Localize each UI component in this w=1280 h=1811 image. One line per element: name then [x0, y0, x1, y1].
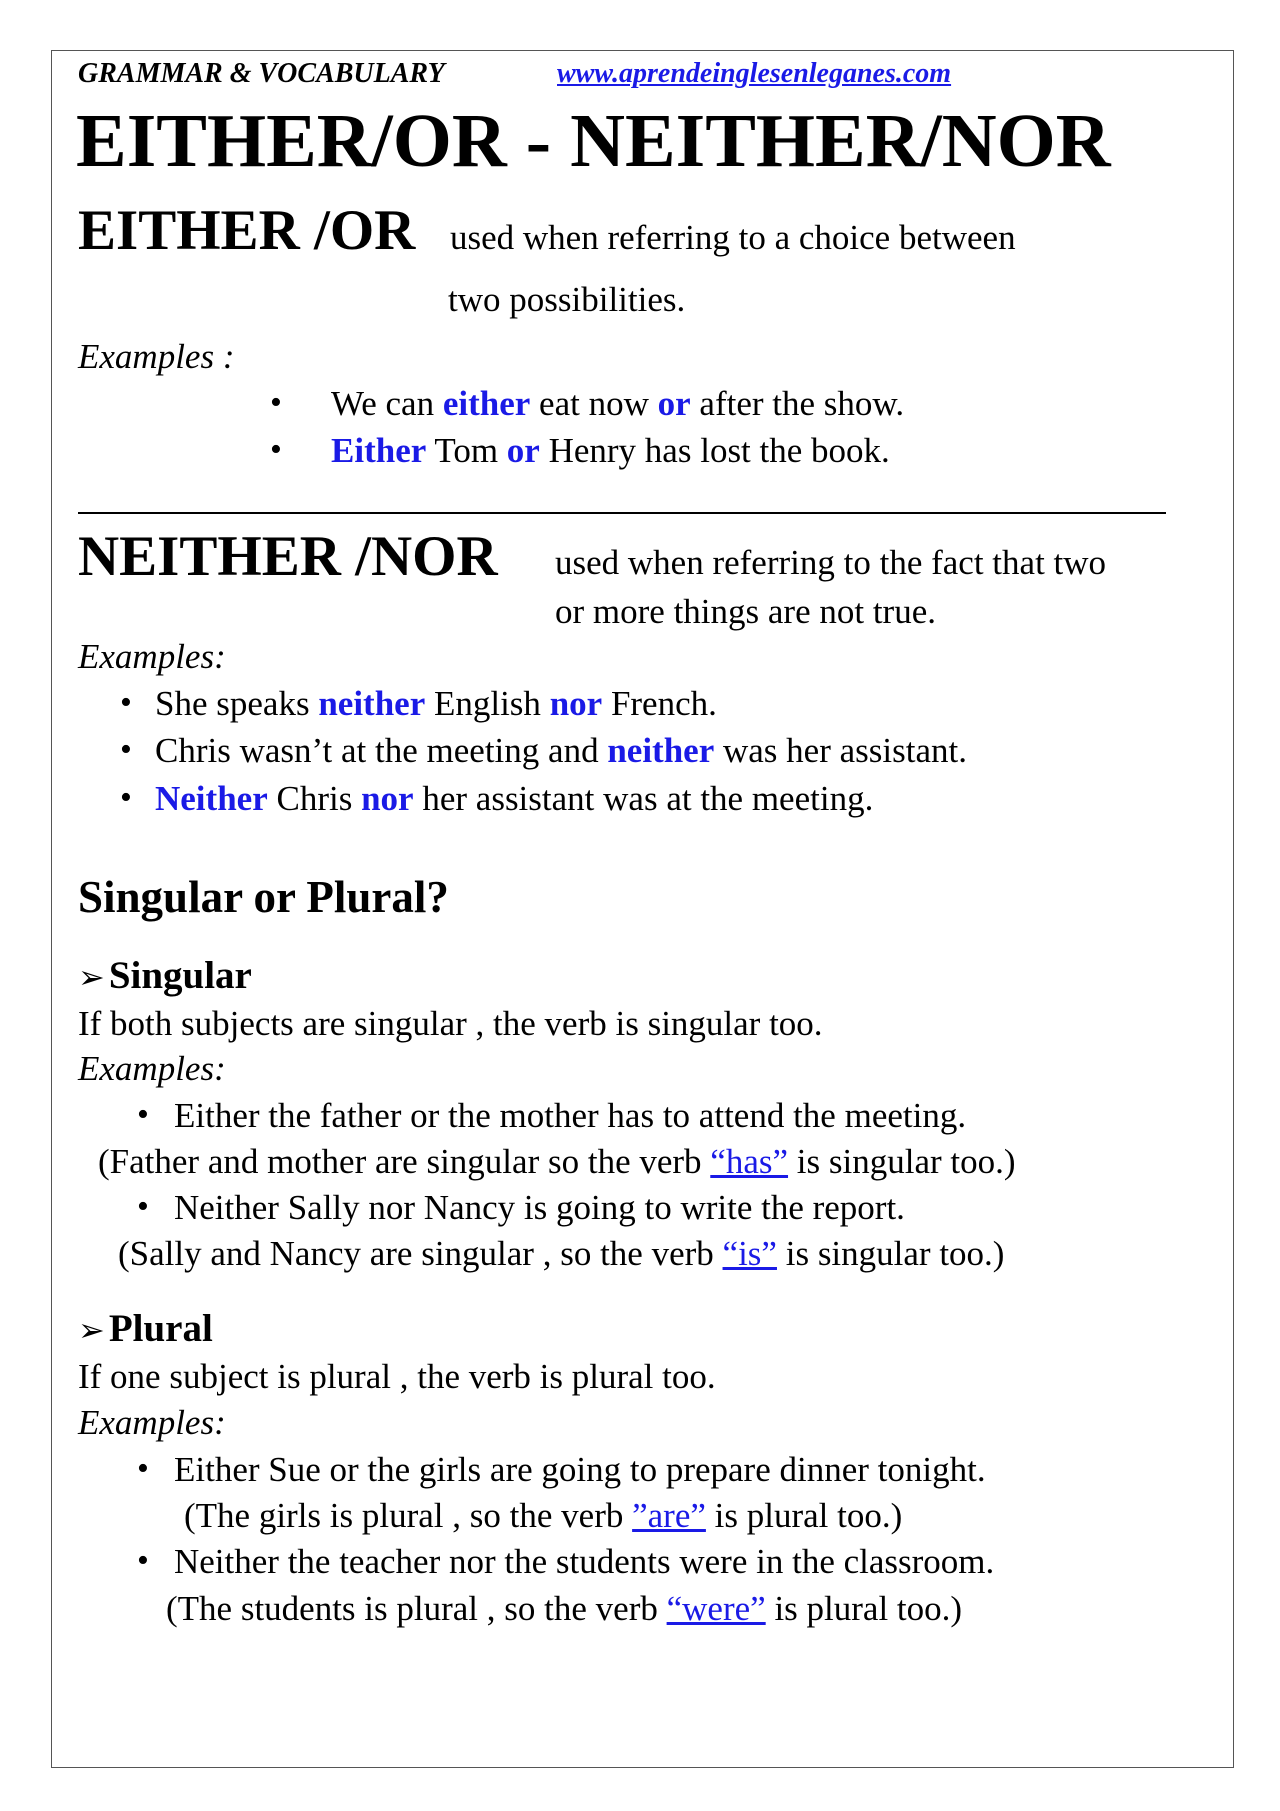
bullet: •: [137, 1096, 149, 1133]
neither-nor-definition-line1: used when referring to the fact that two: [555, 543, 1107, 582]
website-link[interactable]: www.aprendeinglesenleganes.com: [557, 58, 952, 89]
either-or-definition-line2: two possibilities.: [448, 280, 686, 319]
singular-note-2: (Sally and Nancy are singular , so the verb “is” is singular too.): [118, 1234, 1005, 1273]
neither-example-1: She speaks neither English nor French.: [155, 684, 717, 723]
plural-rule: If one subject is plural , the verb is plural too.: [78, 1357, 716, 1396]
singular-note-1: (Father and mother are singular so the verb “has” is singular too.): [98, 1142, 1016, 1181]
verb-has-link[interactable]: “has”: [710, 1142, 789, 1181]
neither-nor-definition-line2: or more things are not true.: [555, 592, 937, 631]
bullet: •: [120, 731, 132, 768]
singular-example-2: Neither Sally nor Nancy is going to write the report.: [174, 1188, 905, 1227]
arrow-icon: ➢: [78, 1312, 105, 1348]
neither-example-2: Chris wasn’t at the meeting and neither was her assistant.: [155, 731, 967, 770]
either-examples-label: Examples :: [78, 337, 235, 376]
neither-examples-label: Examples:: [78, 637, 226, 676]
bullet: •: [137, 1542, 149, 1579]
either-example-2: Either Tom or Henry has lost the book.: [331, 431, 890, 470]
singular-heading: ➢ Singular: [78, 954, 252, 997]
neither-nor-term: NEITHER /NOR: [78, 525, 498, 588]
either-or-term: EITHER /OR: [78, 199, 416, 262]
header-label: GRAMMAR & VOCABULARY: [78, 58, 445, 89]
verb-is-link[interactable]: “is”: [722, 1234, 777, 1273]
plural-examples-label: Examples:: [78, 1403, 226, 1442]
either-example-1: We can either eat now or after the show.: [331, 384, 905, 423]
bullet: •: [137, 1450, 149, 1487]
singular-example-1: Either the father or the mother has to attend the meeting.: [174, 1096, 967, 1135]
verb-are-link[interactable]: ”are”: [632, 1496, 706, 1535]
page-title: EITHER/OR - NEITHER/NOR: [76, 99, 1111, 183]
plural-example-2: Neither the teacher nor the students were in the classroom.: [174, 1542, 995, 1581]
bullet: •: [137, 1188, 149, 1225]
plural-example-1: Either Sue or the girls are going to prepare dinner tonight.: [174, 1450, 986, 1489]
either-or-definition-line1: used when referring to a choice between: [450, 218, 1016, 257]
plural-heading: ➢ Plural: [78, 1307, 213, 1350]
plural-note-1: (The girls is plural , so the verb ”are” is plural too.): [184, 1496, 903, 1535]
singular-rule: If both subjects are singular , the verb is singular too.: [78, 1004, 823, 1043]
section-divider: [78, 512, 1166, 514]
bullet: •: [270, 384, 282, 421]
plural-note-2: (The students is plural , so the verb “were” is plural too.): [166, 1589, 963, 1628]
verb-were-link[interactable]: “were”: [666, 1589, 766, 1628]
singular-or-plural-heading: Singular or Plural?: [78, 872, 449, 922]
bullet: •: [120, 779, 132, 816]
arrow-icon: ➢: [78, 959, 105, 995]
neither-example-3: Neither Chris nor her assistant was at the meeting.: [155, 779, 874, 818]
bullet: •: [120, 684, 132, 721]
singular-examples-label: Examples:: [78, 1049, 226, 1088]
bullet: •: [270, 431, 282, 468]
